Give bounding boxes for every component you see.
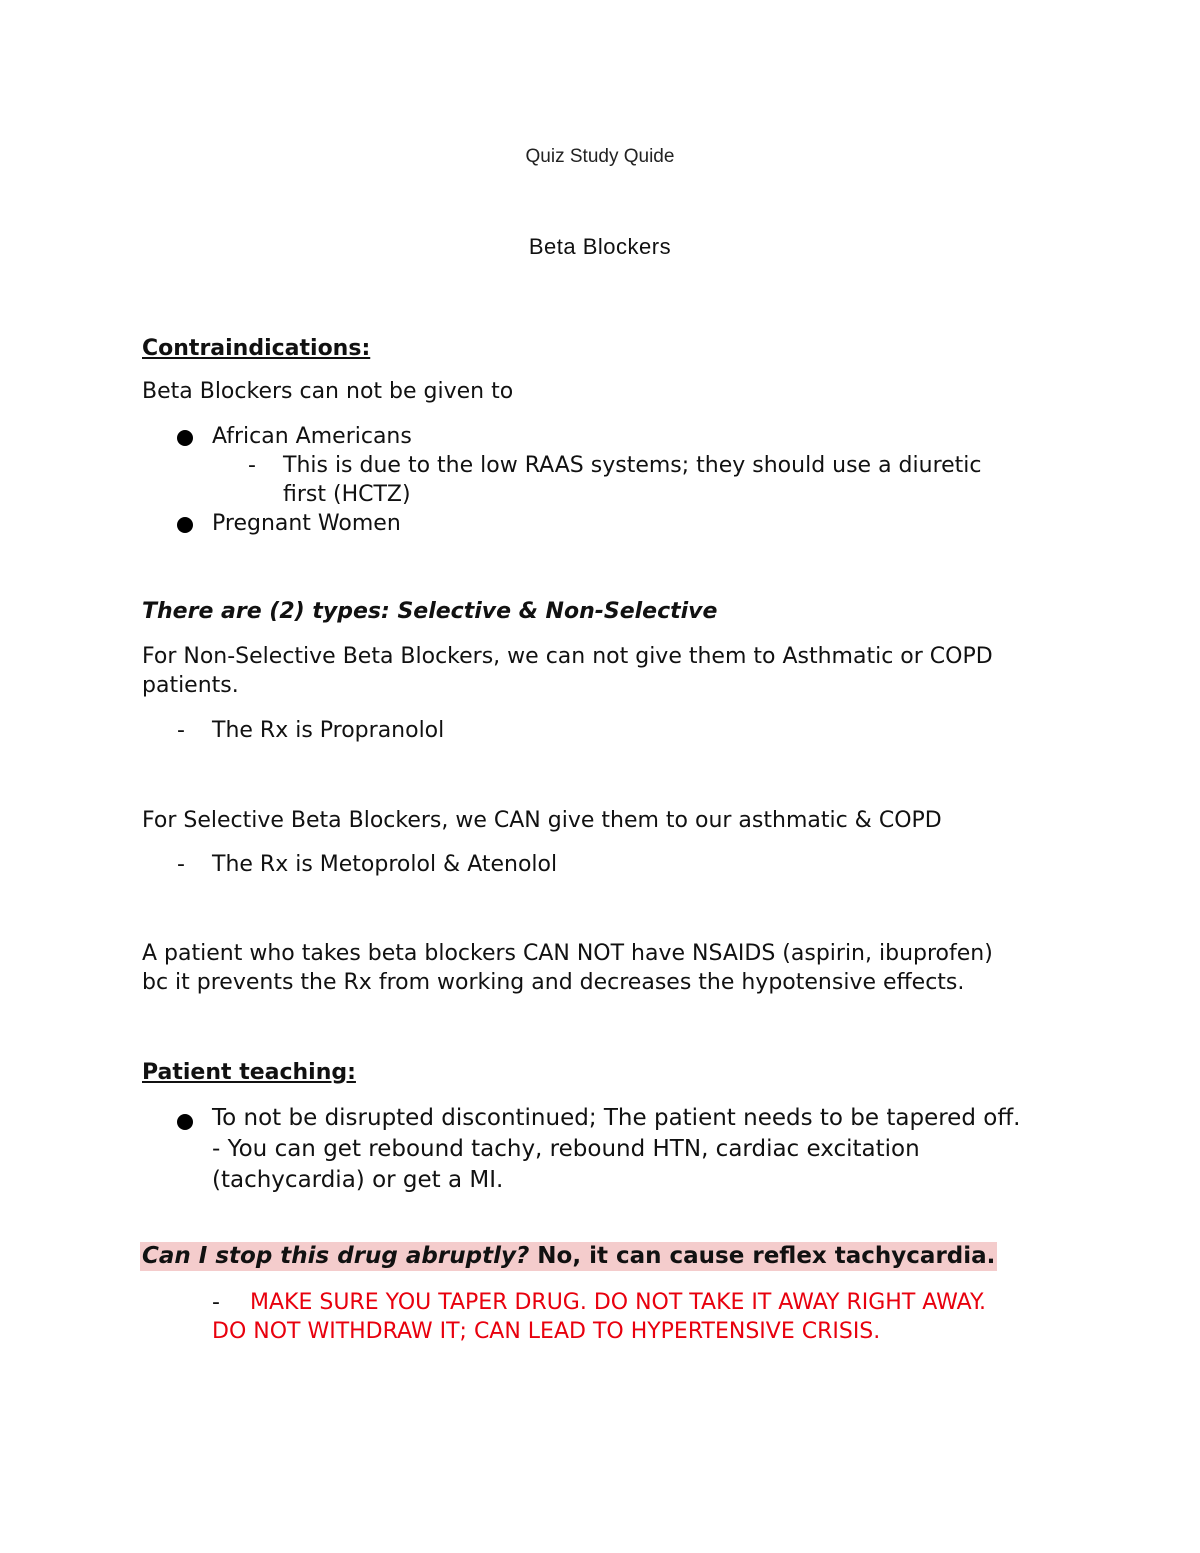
bullet-icon — [177, 1114, 193, 1130]
selective-line-1: For Selective Beta Blockers, we CAN give them to our asthmatic & COPD — [142, 808, 942, 833]
nsaids-line-1: A patient who takes beta blockers CAN NOT have NSAIDS (aspirin, ibuprofen) — [142, 941, 993, 966]
contra-sub-line-2: first (HCTZ) — [283, 482, 411, 507]
dash-icon: - — [212, 1290, 220, 1315]
nonselective-rx: The Rx is Propranolol — [212, 718, 445, 743]
question-text: Can I stop this drug abruptly? — [142, 1243, 530, 1269]
contra-item-pregnant-women: Pregnant Women — [212, 511, 401, 536]
nonselective-line-1: For Non-Selective Beta Blockers, we can not give them to Asthmatic or COPD — [142, 644, 993, 669]
patient-teaching-heading: Patient teaching: — [142, 1060, 356, 1085]
contraindications-heading: Contraindications: — [142, 336, 371, 361]
types-heading: There are (2) types: Selective & Non-Selective — [142, 599, 718, 624]
nsaids-line-2: bc it prevents the Rx from working and decreases the hypotensive effects. — [142, 970, 965, 995]
contra-sub-line-1: This is due to the low RAAS systems; they should use a diuretic — [283, 453, 982, 478]
bullet-icon — [177, 430, 193, 446]
warning-line-1: MAKE SURE YOU TAPER DRUG. DO NOT TAKE IT AWAY RIGHT AWAY. — [250, 1290, 986, 1315]
bullet-icon — [177, 517, 193, 533]
teaching-line-1: To not be disrupted discontinued; The patient needs to be tapered off. — [212, 1105, 1021, 1131]
teaching-line-3: (tachycardia) or get a MI. — [212, 1167, 504, 1193]
selective-rx: The Rx is Metoprolol & Atenolol — [212, 852, 558, 877]
dash-icon: - — [177, 718, 185, 743]
page-title: Beta Blockers — [528, 234, 672, 259]
nonselective-line-2: patients. — [142, 673, 239, 698]
warning-line-2: DO NOT WITHDRAW IT; CAN LEAD TO HYPERTENSIVE CRISIS. — [212, 1319, 881, 1344]
teaching-line-2: - You can get rebound tachy, rebound HTN, cardiac excitation — [212, 1136, 920, 1162]
page-header: Quiz Study Quide — [525, 146, 675, 167]
dash-icon: - — [248, 453, 256, 478]
answer-text: No, it can cause reflex tachycardia. — [529, 1243, 996, 1269]
contra-item-african-americans: African Americans — [212, 424, 412, 449]
question-highlight — [140, 1242, 997, 1271]
contraindications-intro: Beta Blockers can not be given to — [142, 379, 514, 404]
dash-icon: - — [177, 852, 185, 877]
